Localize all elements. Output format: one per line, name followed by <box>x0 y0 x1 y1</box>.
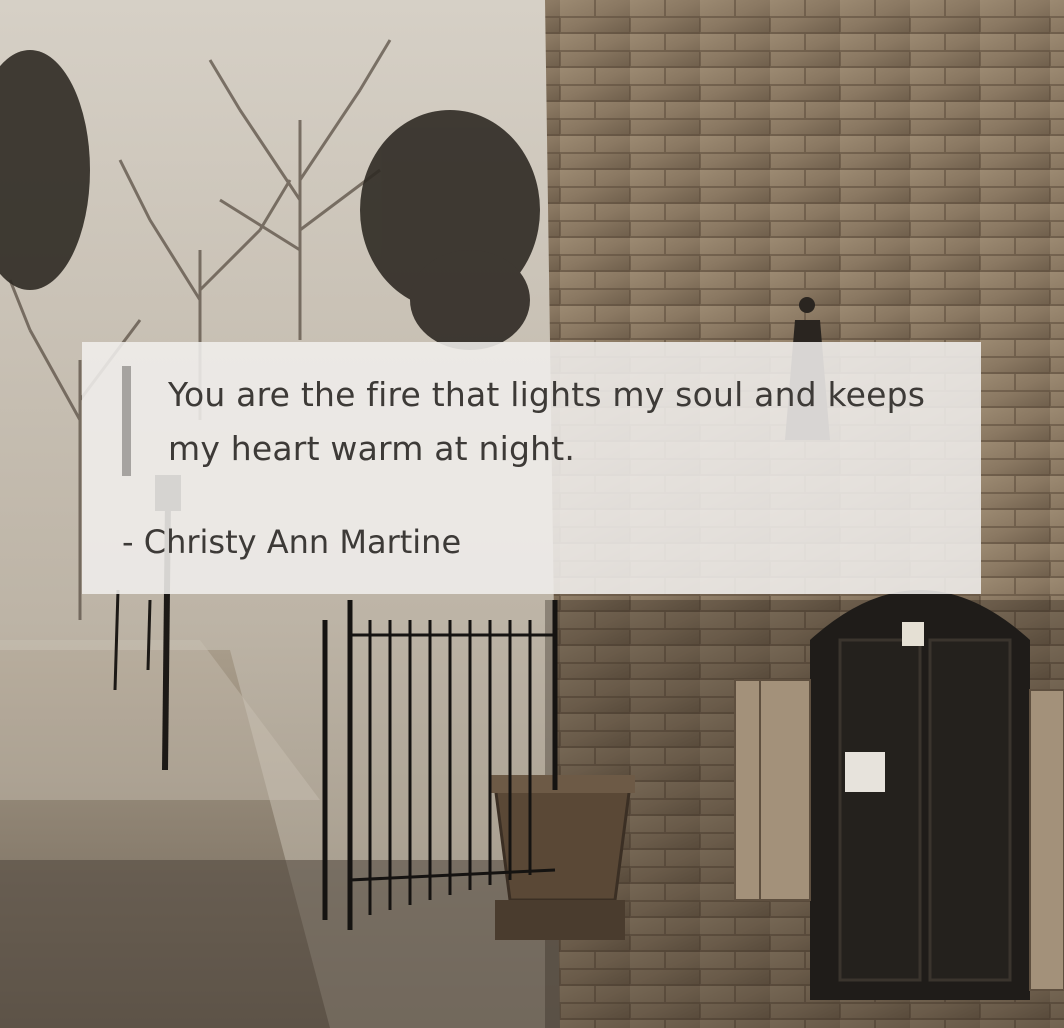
quote-card <box>82 342 981 594</box>
arched-door <box>810 590 1030 1000</box>
quote-author: - Christy Ann Martine <box>122 523 462 561</box>
quote-text: You are the fire that lights my soul and keeps my heart warm at night. <box>168 375 926 468</box>
quote-accent-bar <box>122 366 131 476</box>
stone-planter <box>490 775 635 940</box>
